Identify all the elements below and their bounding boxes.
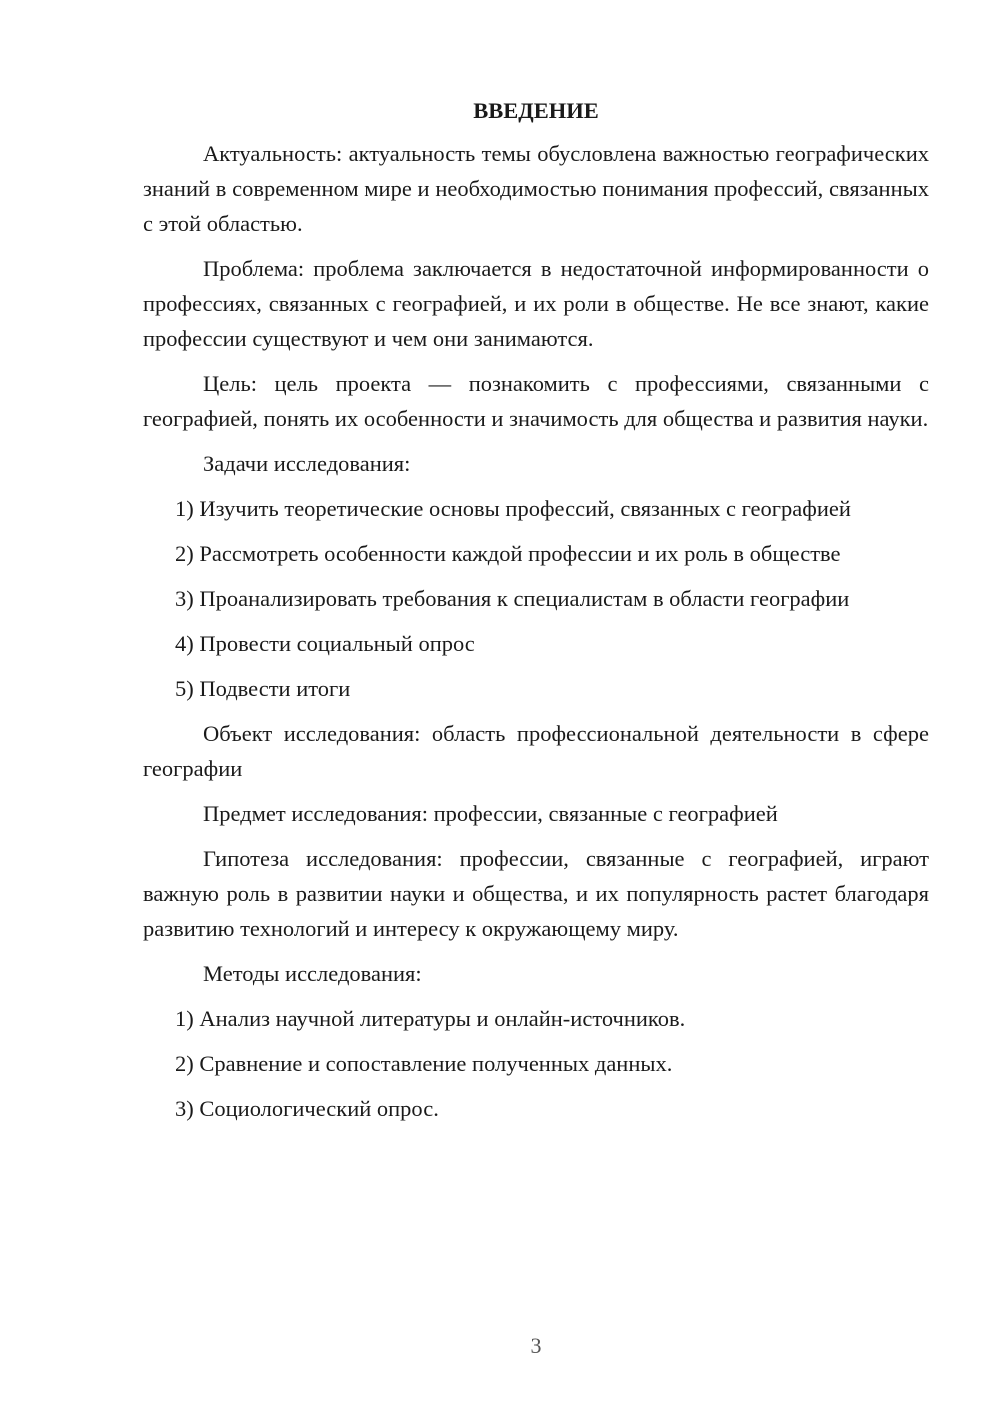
task-item: 1) Изучить теоретические основы профессий, связанных с географией [175, 496, 851, 521]
goal-paragraph: Цель: цель проекта — познакомить с профессиями, связанными с географией, понять их особенности и значимость для общества и развития науки. [143, 371, 929, 431]
object-paragraph: Объект исследования: область профессиональной деятельности в сфере географии [143, 721, 929, 781]
section-title: ВВЕДЕНИЕ [473, 98, 599, 123]
method-item: 3) Социологический опрос. [175, 1096, 439, 1121]
methods-list [143, 1001, 929, 1126]
page-number: 3 [530, 1333, 542, 1358]
task-item: 4) Провести социальный опрос [175, 631, 475, 656]
hypothesis-paragraph: Гипотеза исследования: профессии, связанные с географией, играют важную роль в развитии науки и общества, и их популярность растет благодаря развитию технологий и интересу к окружающему миру. [143, 846, 929, 941]
task-item: 3) Проанализировать требования к специалистам в области географии [175, 586, 850, 611]
problem-paragraph: Проблема: проблема заключается в недостаточной информированности о профессиях, связанных с географией, и их роли в обществе. Не все знают, какие профессии существуют и чем они занимаются. [143, 256, 929, 351]
method-item: 1) Анализ научной литературы и онлайн-источников. [175, 1006, 686, 1031]
tasks-heading: Задачи исследования: [203, 451, 411, 476]
relevance-paragraph: Актуальность: актуальность темы обусловлена важностью географических знаний в современном мире и необходимостью понимания профессий, связанных с этой областью. [143, 141, 929, 236]
method-item: 2) Сравнение и сопоставление полученных данных. [175, 1051, 673, 1076]
tasks-list [143, 491, 929, 706]
task-item: 2) Рассмотреть особенности каждой профессии и их роль в обществе [175, 541, 841, 566]
subject-paragraph: Предмет исследования: профессии, связанные с географией [203, 801, 778, 826]
methods-heading: Методы исследования: [203, 961, 422, 986]
task-item: 5) Подвести итоги [175, 676, 351, 701]
document-page [143, 96, 929, 1136]
